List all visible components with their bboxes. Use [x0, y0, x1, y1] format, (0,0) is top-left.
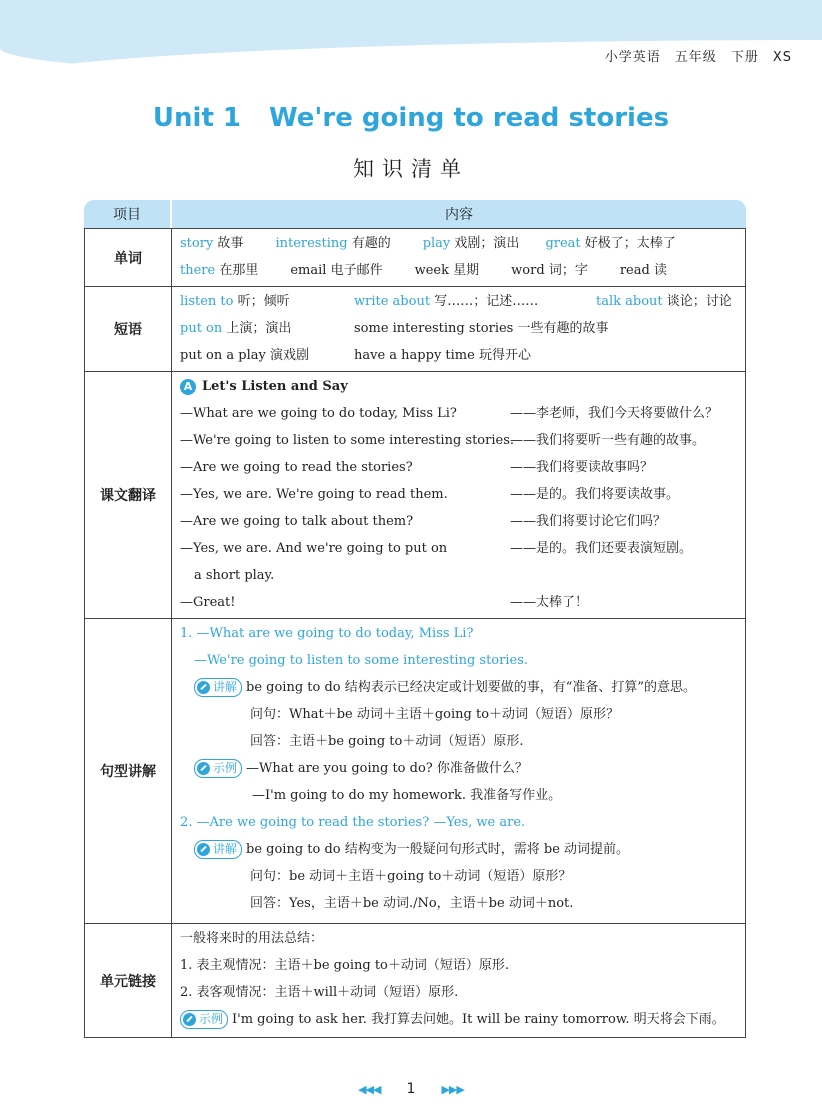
row-label: 句型讲解 — [85, 619, 172, 923]
translation-content — [172, 372, 745, 618]
vocab-line — [180, 257, 745, 284]
tag-label: 示例 — [199, 1012, 224, 1026]
explain-icon — [197, 843, 210, 856]
running-header — [591, 46, 792, 65]
example-tag — [180, 1010, 228, 1029]
example-text: —What are you going to do? 你准备做什么？ — [246, 761, 528, 776]
explain-icon — [197, 681, 210, 694]
link-line: 一般将来时的用法总结： — [180, 931, 324, 946]
row-unit-link — [84, 924, 746, 1038]
word-en: interesting — [275, 236, 348, 251]
tag-label: 示例 — [213, 761, 238, 775]
heading-text: Let's Listen and Say — [202, 379, 348, 394]
row-phrases — [84, 287, 746, 372]
row-label: 单元链接 — [85, 924, 172, 1037]
phrase-en: write about — [354, 294, 431, 309]
section-title: 知识清单 — [353, 157, 469, 181]
row-translation — [84, 372, 746, 619]
word-zh: 电子邮件 — [330, 263, 383, 278]
line-en: —Are we going to read the stories? — [180, 460, 413, 475]
example-line — [180, 755, 745, 782]
page-title — [0, 103, 822, 133]
dialogue-line — [180, 589, 745, 616]
word-zh: 故事 — [217, 236, 244, 251]
phrase-en: have a happy time — [354, 348, 475, 363]
phrases-content — [172, 287, 745, 371]
word-en: email — [290, 263, 327, 278]
unit-name: We're going to read stories — [269, 103, 670, 133]
example-text: I'm going to ask her. 我打算去问她。It will be rainy tomorrow. 明天将会下雨。 — [232, 1012, 725, 1027]
phrase-zh: 一些有趣的故事 — [517, 321, 609, 336]
link-line: 1. 表主观情况：主语＋be going to＋动词（短语）原形. — [180, 958, 509, 973]
word-en: word — [511, 263, 545, 278]
word-en: week — [414, 263, 450, 278]
phrase-en: some interesting stories — [354, 321, 514, 336]
header-subject: 小学英语 — [604, 50, 661, 65]
header-grade: 五年级 — [674, 50, 717, 65]
table-header — [84, 200, 746, 228]
knowledge-table — [84, 200, 746, 1038]
dialogue-line — [180, 535, 745, 562]
link-content — [172, 924, 745, 1037]
word-zh: 在那里 — [219, 263, 259, 278]
explain-tag — [194, 840, 242, 859]
line-en: —Yes, we are. We're going to read them. — [180, 487, 448, 502]
phrase-zh: 谈论；讨论 — [666, 294, 732, 309]
row-label: 课文翻译 — [85, 372, 172, 618]
pencil-icon — [183, 1013, 196, 1026]
header-edition: XS — [772, 50, 792, 65]
example-tag — [194, 759, 242, 778]
dialogue-line — [180, 508, 745, 535]
line-en: a short play. — [194, 568, 275, 583]
row-label: 单词 — [85, 229, 172, 286]
row-sentence-patterns — [84, 619, 746, 924]
pattern-answer: —We're going to listen to some interesting stories. — [194, 653, 528, 668]
line-zh: ——是的。我们还要表演短剧。 — [510, 541, 693, 556]
prev-arrows-icon: ◀◀◀ — [358, 1083, 381, 1096]
word-en: great — [545, 236, 581, 251]
phrase-zh: 写……；记述…… — [434, 294, 539, 309]
line-en: —We're going to listen to some interesting stories. — [180, 433, 514, 448]
explain-answer: 回答：主语＋be going to＋动词（短语）原形. — [250, 734, 524, 749]
line-zh: ——李老师，我们今天将要做什么？ — [510, 406, 719, 421]
phrase-line — [180, 315, 745, 342]
phrase-zh: 听；倾听 — [237, 294, 290, 309]
word-zh: 戏剧；演出 — [454, 236, 520, 251]
sentence-content — [172, 619, 745, 923]
line-en: —Great! — [180, 595, 236, 610]
word-zh: 词；字 — [548, 263, 588, 278]
vocab-content — [172, 229, 745, 286]
word-zh: 星期 — [453, 263, 480, 278]
phrase-line — [180, 342, 745, 369]
header-term: 下册 — [730, 50, 759, 65]
pattern-question: 2. —Are we going to read the stories? —Yes, we are. — [180, 815, 526, 830]
page-footer — [0, 1081, 822, 1097]
word-zh: 好极了；太棒了 — [584, 236, 676, 251]
next-arrows-icon: ▶▶▶ — [441, 1083, 464, 1096]
phrase-en: put on — [180, 321, 223, 336]
line-en: —What are we going to do today, Miss Li? — [180, 406, 457, 421]
tag-label: 讲解 — [213, 842, 238, 856]
explain-line — [180, 674, 745, 701]
pattern-question: 1. —What are we going to do today, Miss Li? — [180, 626, 474, 641]
explain-question: 问句：be 动词＋主语＋going to＋动词（短语）原形？ — [250, 869, 572, 884]
line-en: —Yes, we are. And we're going to put on — [180, 541, 448, 556]
row-vocabulary — [84, 228, 746, 287]
vocab-line — [180, 230, 745, 257]
dialogue-line — [180, 481, 745, 508]
line-en: —Are we going to talk about them? — [180, 514, 414, 529]
line-zh: ——我们将要读故事吗？ — [510, 460, 654, 475]
explain-line — [180, 836, 745, 863]
unit-number: Unit 1 — [152, 103, 242, 133]
dialogue-line — [180, 400, 745, 427]
line-zh: ——是的。我们将要读故事。 — [510, 487, 680, 502]
explain-tag — [194, 678, 242, 697]
word-en: there — [180, 263, 216, 278]
word-en: story — [180, 236, 214, 251]
section-badge: A — [180, 379, 196, 395]
explain-answer: 回答：Yes，主语＋be 动词./No，主语＋be 动词＋not. — [250, 896, 574, 911]
word-zh: 有趣的 — [351, 236, 391, 251]
line-zh: ——我们将要讨论它们吗？ — [510, 514, 667, 529]
line-zh: ——太棒了！ — [510, 595, 589, 610]
example-answer: —I'm going to do my homework. 我准备写作业。 — [252, 788, 562, 803]
header-content: 内容 — [172, 200, 746, 228]
dialogue-line — [180, 427, 745, 454]
link-line: 2. 表客观情况：主语＋will＋动词（短语）原形. — [180, 985, 459, 1000]
word-en: read — [619, 263, 650, 278]
translation-heading — [180, 373, 745, 400]
header-item: 项目 — [84, 200, 170, 228]
phrase-en: listen to — [180, 294, 234, 309]
explain-question: 问句：What＋be 动词＋主语＋going to＋动词（短语）原形？ — [250, 707, 620, 722]
phrase-en: put on a play — [180, 348, 266, 363]
explain-text: be going to do 结构变为一般疑问句形式时，需将 be 动词提前。 — [246, 842, 630, 857]
dialogue-line — [180, 562, 745, 589]
page-number: 1 — [406, 1081, 416, 1097]
dialogue-line — [180, 454, 745, 481]
word-zh: 读 — [653, 263, 667, 278]
link-example-line — [180, 1006, 745, 1033]
phrase-zh: 玩得开心 — [478, 348, 531, 363]
line-zh: ——我们将要听一些有趣的故事。 — [510, 433, 706, 448]
phrase-zh: 上演；演出 — [226, 321, 292, 336]
pencil-icon — [197, 762, 210, 775]
tag-label: 讲解 — [213, 680, 238, 694]
word-en: play — [422, 236, 451, 251]
phrase-line — [180, 288, 745, 315]
explain-text: be going to do 结构表示已经决定或计划要做的事，有“准备、打算”的意思。 — [246, 680, 697, 695]
row-label: 短语 — [85, 287, 172, 371]
phrase-zh: 演戏剧 — [269, 348, 309, 363]
phrase-en: talk about — [596, 294, 663, 309]
